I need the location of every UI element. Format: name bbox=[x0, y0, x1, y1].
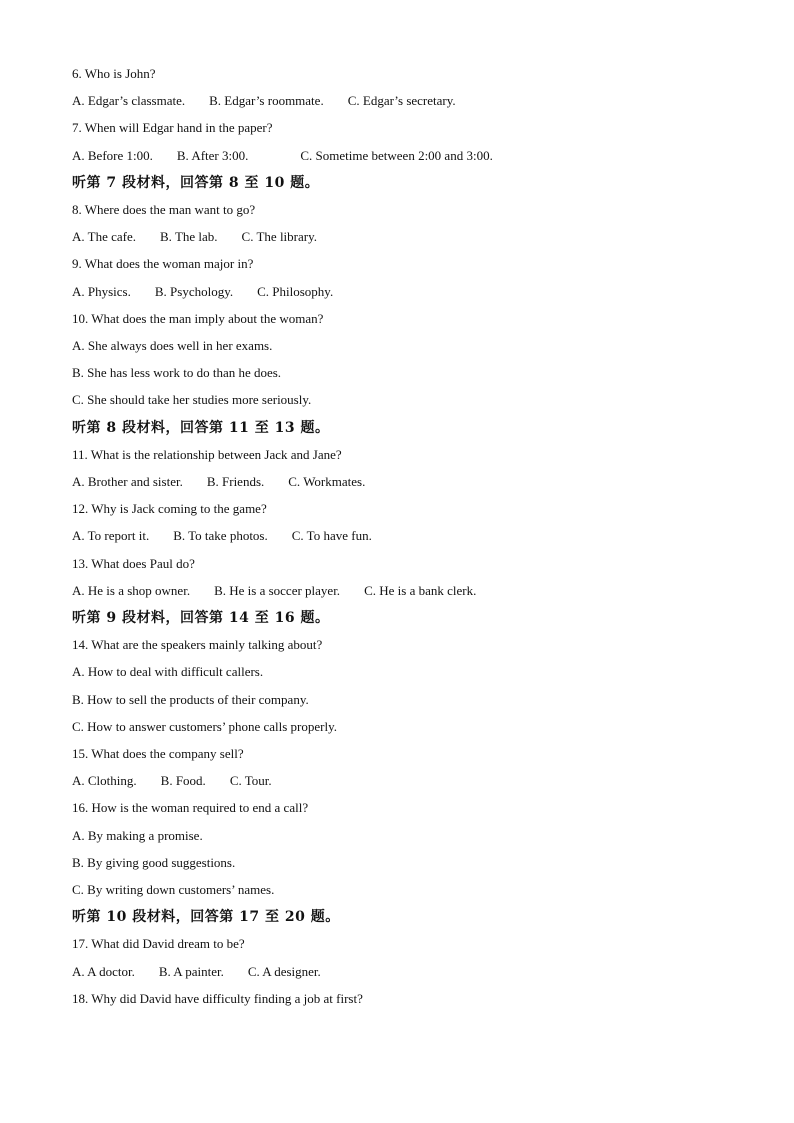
question-line: 15. What does the company sell? bbox=[72, 746, 244, 761]
answer-options bbox=[72, 148, 493, 164]
answer-options bbox=[72, 964, 321, 980]
answer-option: C. Edgar’s secretary. bbox=[347, 93, 456, 109]
answer-option: A. To report it. bbox=[72, 528, 150, 544]
question-line: 7. When will Edgar hand in the paper? bbox=[72, 120, 273, 136]
question-line: 14. What are the speakers mainly talking about? bbox=[72, 637, 323, 653]
question-line: A. How to deal with difficult callers. bbox=[72, 664, 264, 680]
answer-option: C. The library. bbox=[241, 229, 318, 245]
answer-options bbox=[72, 583, 476, 599]
question-line: 17. What did David dream to be? bbox=[72, 936, 245, 952]
answer-options bbox=[72, 773, 272, 789]
answer-option: C. Tour. bbox=[229, 773, 272, 789]
section-heading: 听第 8 段材料，回答第 11 至 13 题。 bbox=[72, 419, 330, 436]
answer-option: B. A painter. bbox=[158, 963, 224, 979]
section-heading: 听第 7 段材料，回答第 8 至 10 题。 bbox=[72, 174, 320, 191]
question-line: C. How to answer customers’ phone calls properly. bbox=[72, 718, 337, 734]
question-line: 8. Where does the man want to go? bbox=[72, 202, 256, 217]
answer-option: B. Psychology. bbox=[154, 283, 234, 299]
answer-options bbox=[72, 474, 365, 490]
question-line: C. By writing down customers’ names. bbox=[72, 882, 275, 897]
answer-option: A. A doctor. bbox=[72, 963, 135, 979]
answer-options bbox=[72, 528, 372, 544]
question-line: 12. Why is Jack coming to the game? bbox=[72, 501, 267, 517]
question-line: 9. What does the woman major in? bbox=[72, 256, 254, 272]
question-line: 11. What is the relationship between Jack and Jane? bbox=[72, 446, 342, 462]
question-line: 10. What does the man imply about the woman? bbox=[72, 310, 324, 326]
answer-option: A. Brother and sister. bbox=[72, 474, 183, 489]
answer-option: A. He is a shop owner. bbox=[72, 582, 191, 598]
answer-option: A. The cafe. bbox=[72, 229, 137, 245]
answer-option: B. Friends. bbox=[206, 474, 265, 489]
answer-option: A. Edgar’s classmate. bbox=[72, 93, 186, 109]
answer-option: B. He is a soccer player. bbox=[214, 582, 341, 598]
answer-option: C. Sometime between 2:00 and 3:00. bbox=[300, 147, 493, 163]
answer-option: B. After 3:00. bbox=[176, 147, 249, 163]
answer-option: C. A designer. bbox=[247, 963, 321, 979]
question-line: 18. Why did David have difficulty finding a job at first? bbox=[72, 990, 363, 1006]
question-line: B. How to sell the products of their company. bbox=[72, 691, 309, 707]
answer-option: B. The lab. bbox=[160, 229, 218, 245]
question-line: 13. What does Paul do? bbox=[72, 555, 195, 571]
question-line: 6. Who is John? bbox=[72, 66, 156, 81]
question-line: B. She has less work to do than he does. bbox=[72, 365, 282, 381]
question-line: C. She should take her studies more seriously. bbox=[72, 392, 312, 408]
answer-option: C. To have fun. bbox=[291, 528, 372, 544]
answer-option: A. Physics. bbox=[72, 283, 131, 299]
answer-options bbox=[72, 229, 317, 245]
section-heading: 听第 10 段材料，回答第 17 至 20 题。 bbox=[72, 909, 340, 926]
section-heading: 听第 9 段材料，回答第 14 至 16 题。 bbox=[72, 610, 330, 626]
answer-option: B. Edgar’s roommate. bbox=[209, 93, 324, 109]
answer-option: C. He is a bank clerk. bbox=[364, 582, 477, 598]
question-line: A. She always does well in her exams. bbox=[72, 338, 273, 353]
question-line: 16. How is the woman required to end a call? bbox=[72, 800, 309, 816]
answer-option: B. Food. bbox=[160, 773, 206, 789]
answer-option: C. Philosophy. bbox=[257, 283, 334, 299]
answer-options bbox=[72, 284, 333, 300]
answer-option: C. Workmates. bbox=[288, 474, 366, 489]
question-line: A. By making a promise. bbox=[72, 827, 203, 843]
answer-option: A. Clothing. bbox=[72, 773, 137, 789]
answer-option: B. To take photos. bbox=[173, 528, 268, 544]
question-line: B. By giving good suggestions. bbox=[72, 854, 236, 870]
answer-options bbox=[72, 93, 456, 109]
answer-option: A. Before 1:00. bbox=[72, 147, 153, 163]
